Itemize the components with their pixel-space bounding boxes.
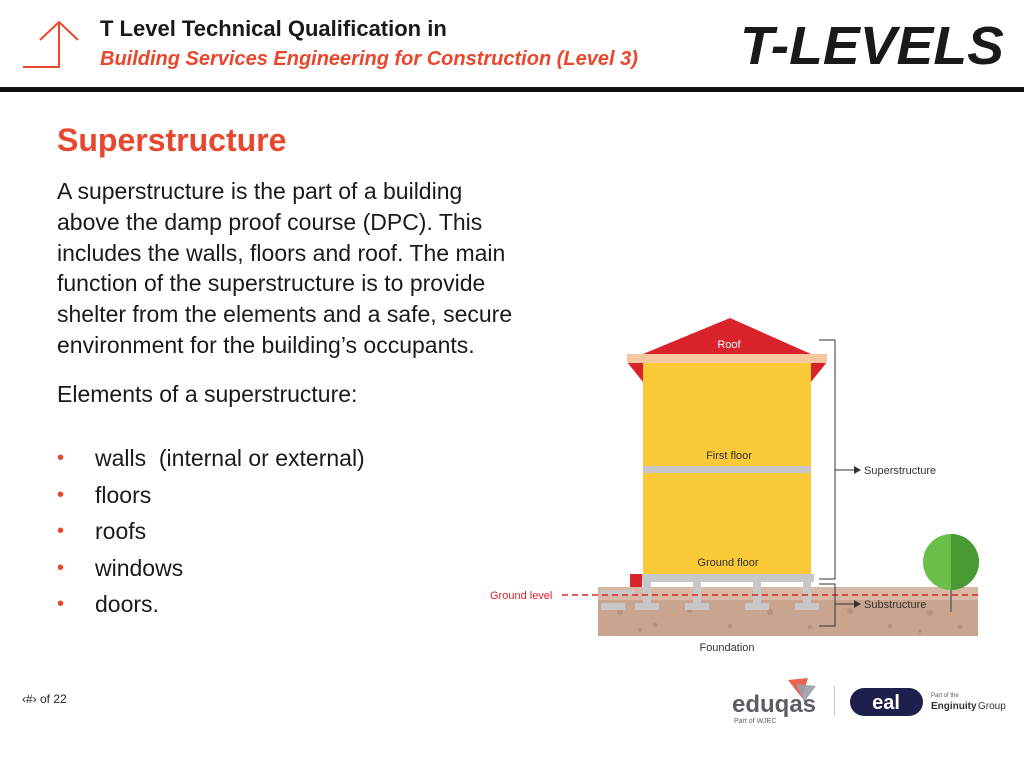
elements-lead: Elements of a superstructure:	[57, 381, 358, 407]
paragraph-line: shelter from the elements and a safe, secure	[57, 301, 513, 328]
header-title: T Level Technical Qualification in	[100, 16, 447, 41]
t-levels-logo	[740, 14, 1008, 72]
roof-eave	[627, 354, 827, 363]
eduqas-subtext: Part of WJEC	[734, 718, 777, 725]
eal-text: eal	[872, 692, 900, 714]
first-floor-slab	[643, 466, 811, 473]
bullet-icon: •	[57, 483, 65, 506]
bullet-icon: •	[57, 447, 65, 469]
enginuity-top: Part of the	[931, 693, 959, 699]
bullet-icon: •	[57, 556, 65, 579]
list-item	[57, 516, 365, 553]
dpc-block	[630, 574, 642, 587]
eduqas-text: eduqas	[732, 691, 817, 718]
ground-level-label: Ground level	[490, 590, 553, 602]
footer-divider	[834, 686, 835, 716]
superstructure-label: Superstructure	[864, 465, 937, 477]
enginuity-group: Group	[978, 701, 1006, 712]
list-item-text: windows	[95, 554, 184, 581]
paragraph-line: environment for the building’s occupants.	[57, 331, 475, 358]
header-subtitle: Building Services Engineering for Construction (Level 3)	[100, 48, 638, 70]
elements-list	[57, 443, 365, 626]
list-item-text: roofs	[95, 518, 147, 544]
eal-logo	[850, 688, 1010, 720]
list-item-text: walls (internal or external)	[95, 445, 365, 471]
enginuity-brand: Enginuity	[931, 701, 977, 712]
roof-label: Roof	[717, 339, 741, 351]
paragraph-line: above the damp proof course (DPC). This	[57, 208, 483, 235]
list-item-text: doors.	[95, 591, 159, 617]
building-diagram	[480, 300, 990, 660]
list-item	[57, 589, 365, 626]
paragraph-line: function of the superstructure is to provide	[57, 270, 486, 297]
list-item-text: floors	[95, 481, 152, 508]
paragraph-line: includes the walls, floors and roof. The main	[57, 239, 506, 266]
ground-floor-slab	[640, 574, 814, 582]
list-item	[57, 480, 365, 517]
first-floor-label: First floor	[706, 450, 752, 462]
arrow-up-corner-icon	[20, 18, 82, 70]
t-levels-logo-text: T-LEVELS	[740, 16, 1004, 72]
bullet-icon: •	[57, 593, 65, 615]
list-item	[57, 443, 365, 480]
list-item	[57, 553, 365, 590]
ground-floor-label: Ground floor	[697, 557, 759, 569]
eduqas-logo	[730, 676, 822, 726]
substructure-label: Substructure	[864, 599, 927, 611]
bullet-icon: •	[57, 520, 65, 542]
foundation-label: Foundation	[699, 642, 755, 654]
superstructure-bracket	[819, 340, 835, 579]
header-divider	[0, 87, 1024, 92]
page-counter: ‹#› of 22	[22, 692, 67, 706]
slide-title: Superstructure	[57, 122, 287, 158]
paragraph-line: A superstructure is the part of a building	[57, 178, 463, 204]
